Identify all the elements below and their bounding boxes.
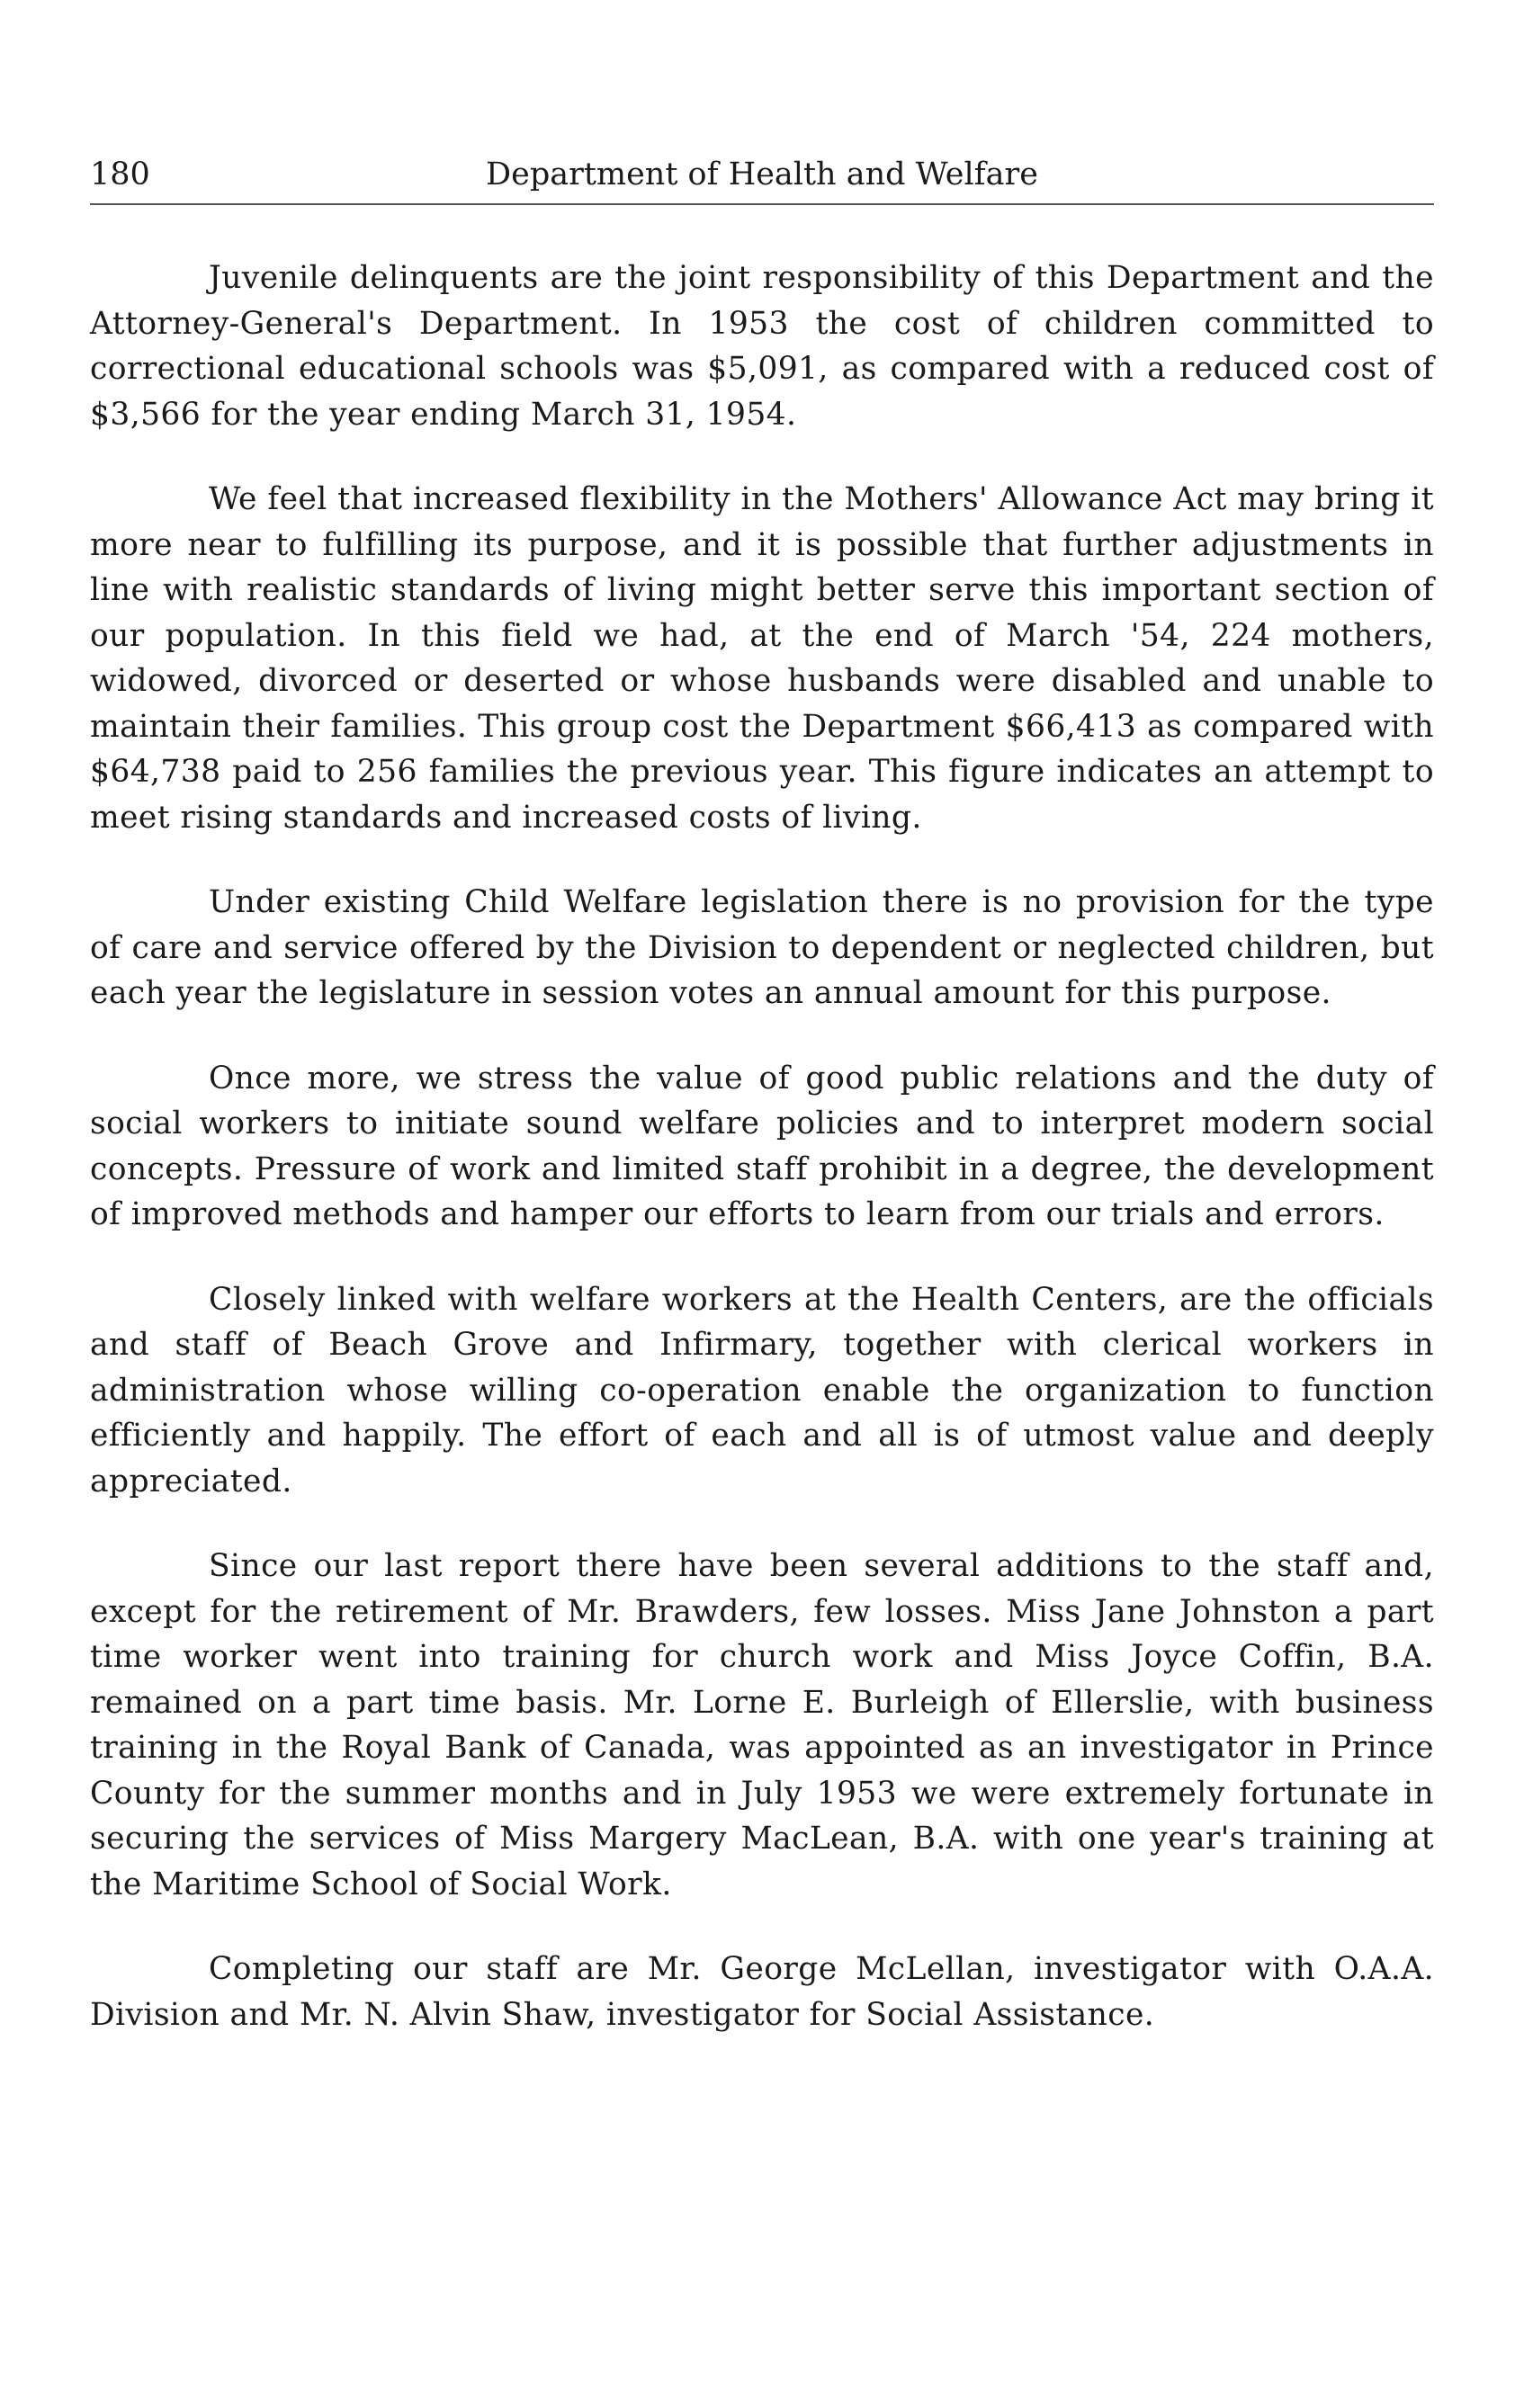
running-title: Department of Health and Welfare bbox=[486, 157, 1038, 192]
header-rule bbox=[90, 203, 1434, 205]
paragraph-staff-cooperation: Closely linked with welfare workers at the Health Centers, are the officials and staff of Beach Grove and Infirmary, together with clerical workers in administration whose willing co-operation enable the organization to function efficiently and happily. The effort of each and all is of utmost value and deeply appreciated. bbox=[90, 1281, 1434, 1499]
paragraph-staff-changes: Since our last report there have been several additions to the staff and, except for the retirement of Mr. Brawders, few losses. Miss Jane Johnston a part time worker went into training for church work and Miss Joyce Coffin, B.A. remained on a part time basis. Mr. Lorne E. Burleigh of Ellerslie, with business training in the Royal Bank of Canada, was appointed as an investigator in Prince County for the summer months and in July 1953 we were extremely fortunate in securing the services of Miss Margery MacLean, B.A. with one year's training at the Maritime School of Social Work. bbox=[90, 1548, 1434, 1902]
page-number: 180 bbox=[90, 157, 150, 192]
paragraph-completing-staff: Completing our staff are Mr. George McLellan, investigator with O.A.A. Division and Mr. N. Alvin Shaw, investigator for Social Assistance. bbox=[90, 1951, 1434, 2033]
paragraph-child-welfare: Under existing Child Welfare legislation there is no provision for the type of care and service offered by the Division to dependent or neglected children, but each year the legislature in session votes an annual amount for this purpose. bbox=[90, 884, 1434, 1011]
paragraph-juvenile-delinquents: Juvenile delinquents are the joint responsibility of this Department and the Attorney-General's Department. In 1953 the cost of children committed to correctional educational schools was $5,091, as compared with a reduced cost of $3,566 for the year ending March 31, 1954. bbox=[90, 260, 1434, 433]
paragraph-mothers-allowance: We feel that increased flexibility in the Mothers' Allowance Act may bring it more near to fulfilling its purpose, and it is possible that further adjustments in line with realistic standards of living might better serve this important section of our population. In this field we had, at the end of March '54, 224 mothers, widowed, divorced or deserted or whose husbands were disabled and unable to maintain their families. This group cost the Department $66,413 as compared with $64,738 paid to 256 families the previous year. This figure indicates an attempt to meet rising standards and increased costs of living. bbox=[90, 481, 1434, 836]
body-text bbox=[90, 255, 1434, 2077]
paragraph-public-relations: Once more, we stress the value of good public relations and the duty of social workers to initiate sound welfare policies and to interpret modern social concepts. Pressure of work and limited staff prohibit in a degree, the development of improved methods and hamper our efforts to learn from our trials and errors. bbox=[90, 1060, 1434, 1232]
page-header bbox=[90, 149, 1434, 200]
